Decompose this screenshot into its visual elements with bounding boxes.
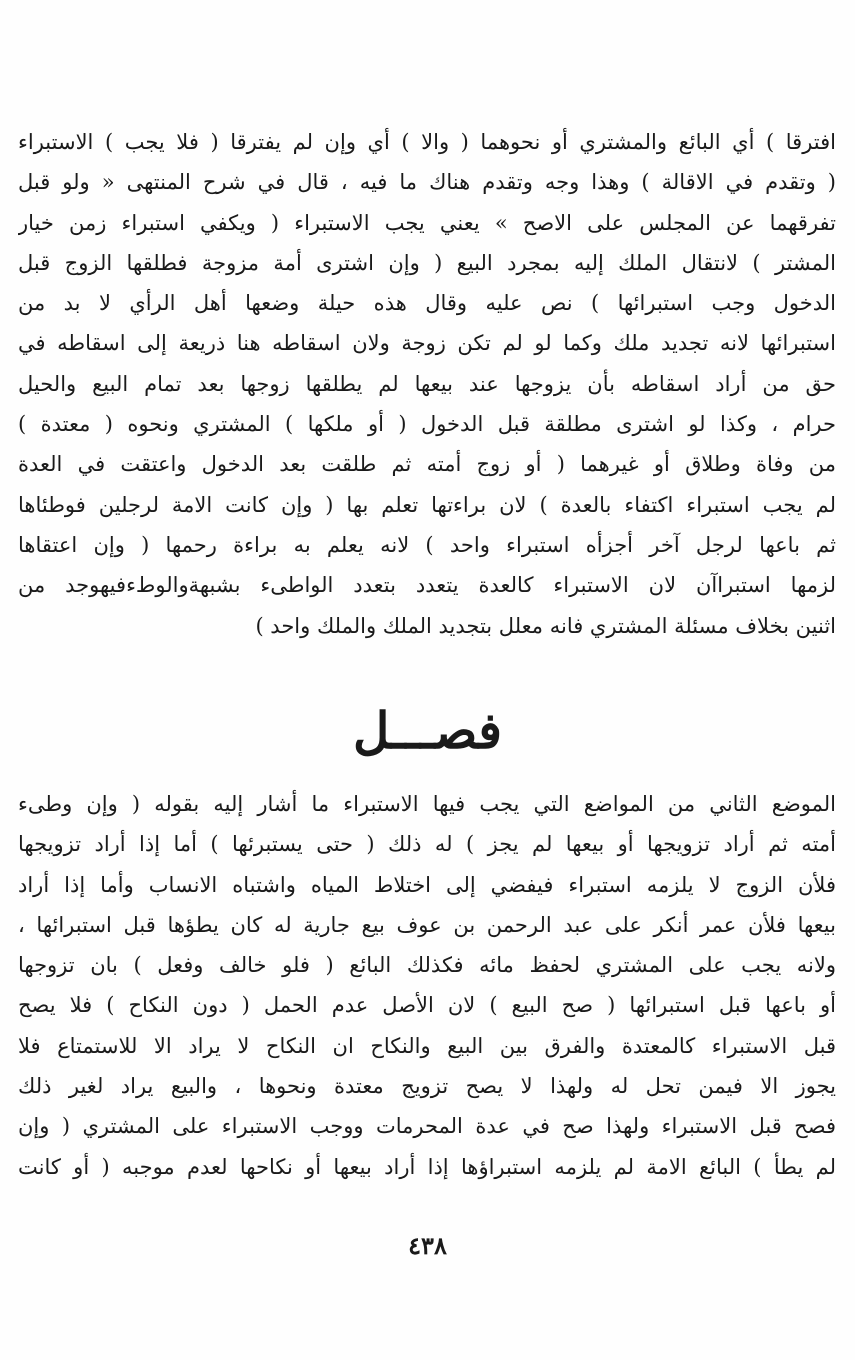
text-line: حق من أراد اسقاطه بأن يزوجها عند بيعها لم يطلقها زوجها بعد تمام البيع والحيل xyxy=(18,371,836,396)
text-line: فلأن الزوج لا يلزمه استبراء فيفضي إلى اختلاط المياه واشتباه الانساب وأما إذا أراد xyxy=(18,872,836,897)
text-line: استبرائها لانه تجديد ملك وكما لو لم تكن زوجة ولان اسقاطه هنا ذريعة إلى اسقاطه في xyxy=(18,331,836,356)
text-line: المشتر ) لانتقال الملك إليه بمجرد البيع ( وإن اشترى أمة مزوجة فطلقها الزوج قبل xyxy=(18,250,836,275)
section-heading: فصـــل xyxy=(352,701,503,760)
text-line: افترقا ) أي البائع والمشتري أو نحوهما ( والا ) أي وإن لم يفترقا ( فلا يجب ) الاستبراء xyxy=(18,130,836,154)
text-line: فصح قبل الاستبراء ولهذا صح في عدة المحرمات ووجب الاستبراء على المشتري ( وإن xyxy=(18,1114,836,1139)
text-line: لم يطأ ) البائع الامة لم يلزمه استبراؤها إذا أراد بيعها أو نكاحها لعدم موجبه ( أو كانت xyxy=(18,1154,836,1179)
text-line: يجوز الا فيمن تحل له ولهذا لا يصح تزويج معتدة ونحوها ، والبيع يراد لغير ذلك xyxy=(18,1074,836,1099)
page-number: ٤٣٨ xyxy=(408,1231,447,1260)
text-block-1 xyxy=(18,122,836,646)
text-line: لزمها استبراآن لان الاستبراء كالعدة يتعدد بتعدد الواطىء بشبهةوالوطءفيهوجد من xyxy=(18,573,836,598)
text-line: حرام ، وكذا لو اشترى مطلقة قبل الدخول ( أو ملكها ) المشتري ونحوه ( معتدة ) xyxy=(18,412,836,437)
text-line: قبل الاستبراء كالمعتدة والفرق بين البيع والنكاح ان النكاح لا يراد الا للاستمتاع فلا xyxy=(18,1033,836,1058)
text-block-2 xyxy=(18,784,836,1187)
text-line: لم يجب استبراء اكتفاء بالعدة ) لان براءتها تعلم بها ( وإن كانت الامة لرجلين فوطئاها xyxy=(18,492,836,517)
text-line: أو باعها قبل استبرائها ( صح البيع ) لان الأصل عدم الحمل ( دون النكاح ) فلا يصح xyxy=(18,993,836,1018)
text-line: ( وتقدم في الاقالة ) وهذا وجه وتقدم هناك ما فيه ، قال في شرح المنتهى « ولو قبل xyxy=(18,170,836,195)
text-line: اثنين بخلاف مسئلة المشتري فانه معلل بتجديد الملك والملك واحد ) xyxy=(255,613,836,638)
text-line: بيعها فلأن عمر أنكر على عبد الرحمن بن عوف بيع جارية له كان يطؤها قبل استبرائها ، xyxy=(18,912,836,937)
text-line: ثم باعها لرجل آخر أجزأه استبراء واحد ) لانه يعلم به براءة رحمها ( وإن اعتقاها xyxy=(18,532,836,557)
text-line: تفرقهما عن المجلس على الاصح » يعني يجب الاستبراء ( ويكفي استبراء زمن خيار xyxy=(18,210,836,235)
text-line: أمته ثم أراد تزويجها أو بيعها لم يجز ) له ذلك ( حتى يستبرئها ) أما إذا أراد تزويجها xyxy=(18,832,836,857)
text-line: الدخول وجب استبرائها ) نص عليه وقال هذه حيلة وضعها أهل الرأي لا بد من xyxy=(18,291,836,316)
text-line: الموضع الثاني من المواضع التي يجب فيها الاستبراء ما أشار إليه بقوله ( وإن وطىء xyxy=(18,792,836,816)
text-line: ولانه يجب على المشتري لحفظ مائه فكذلك البائع ( فلو خالف وفعل ) بان تزوجها xyxy=(18,953,836,978)
text-line: من وفاة وطلاق أو غيرهما ( أو زوج أمته ثم طلقت بعد الدخول واعتقت في العدة xyxy=(18,452,836,477)
